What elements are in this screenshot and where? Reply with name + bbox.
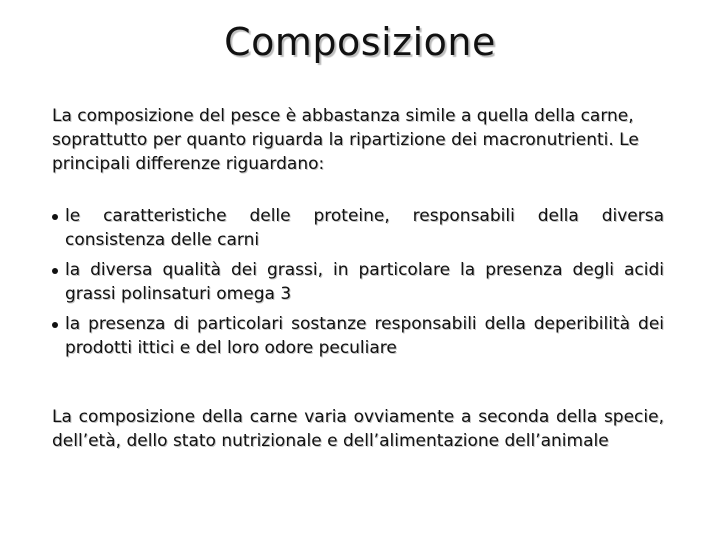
bullet-item — [52, 204, 664, 252]
intro-paragraph: La composizione del pesce è abbastanza simile a quella della carne, soprattutto per quanto riguarda la ripartizione dei macronutrienti. Le principali differenze riguardano: — [52, 106, 639, 174]
bullet-dot-icon — [52, 214, 58, 220]
bullet-dot-icon — [52, 268, 58, 274]
slide-title: Composizione — [224, 20, 496, 64]
bullet-text: le caratteristiche delle proteine, responsabili della diversa consistenza delle carni — [65, 206, 664, 250]
closing-paragraph: La composizione della carne varia ovviamente a seconda della specie, dell’età, dello stato nutrizionale e dell’alimentazione dell’animale — [52, 407, 664, 451]
bullet-item — [52, 312, 664, 360]
bullet-dot-icon — [52, 322, 58, 328]
bullet-item — [52, 258, 664, 306]
bullet-list — [52, 204, 664, 366]
bullet-text: la diversa qualità dei grassi, in particolare la presenza degli acidi grassi polinsaturi omega 3 — [65, 260, 664, 304]
bullet-text: la presenza di particolari sostanze responsabili della deperibilità dei prodotti ittici e del loro odore peculiare — [65, 314, 664, 358]
